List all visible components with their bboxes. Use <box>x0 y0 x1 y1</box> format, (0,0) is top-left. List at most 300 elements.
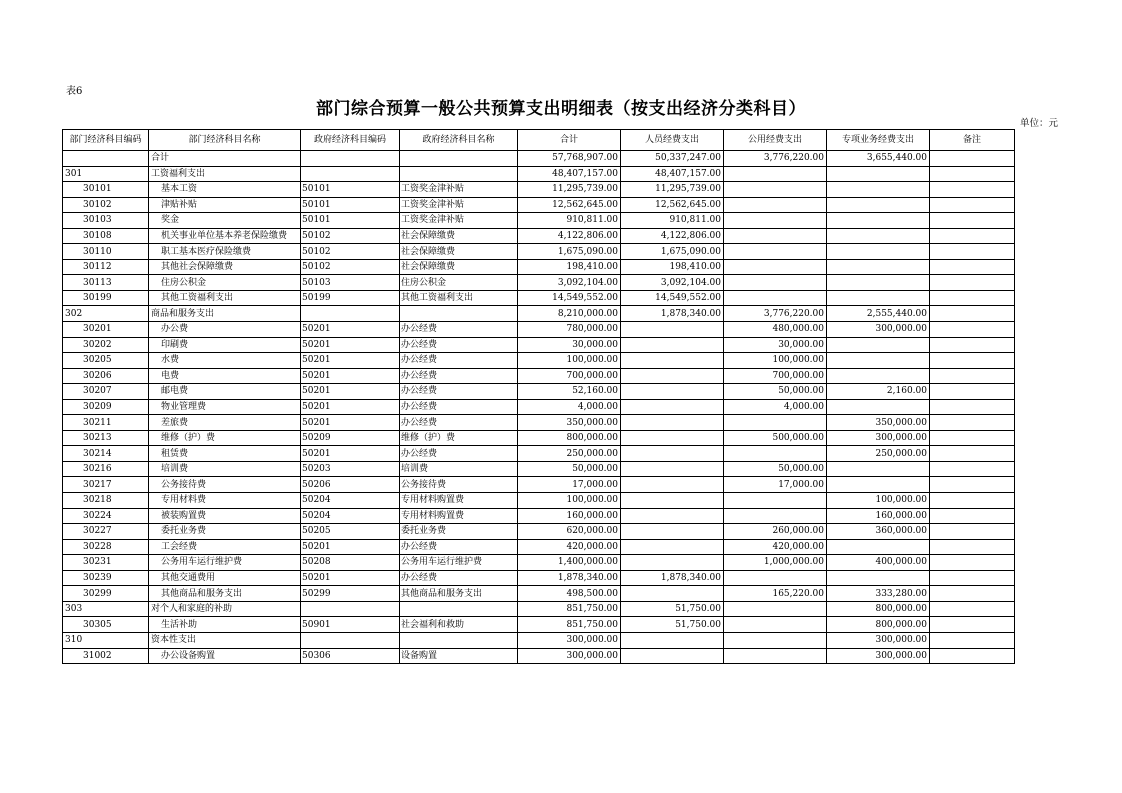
cell-personnel <box>621 508 724 524</box>
cell-public <box>724 601 827 617</box>
cell-total: 50,000.00 <box>518 461 621 477</box>
table-row <box>63 446 1015 462</box>
cell-dept-name: 办公费 <box>149 322 301 338</box>
cell-public <box>724 290 827 306</box>
header-dept-name: 部门经济科目名称 <box>149 130 301 151</box>
cell-special <box>827 570 930 586</box>
cell-dept-code: 30299 <box>63 586 149 602</box>
cell-special <box>827 461 930 477</box>
cell-gov-name: 社会保障缴费 <box>400 228 518 244</box>
expenditure-table <box>62 129 1015 664</box>
cell-gov-code <box>301 632 400 648</box>
cell-total: 11,295,739.00 <box>518 182 621 198</box>
table-row <box>63 415 1015 431</box>
cell-gov-code: 50102 <box>301 244 400 260</box>
cell-total: 1,400,000.00 <box>518 555 621 571</box>
cell-gov-code: 50199 <box>301 290 400 306</box>
cell-special <box>827 368 930 384</box>
cell-gov-code: 50201 <box>301 415 400 431</box>
table-row <box>63 601 1015 617</box>
table-row <box>63 322 1015 338</box>
cell-note <box>930 446 1015 462</box>
cell-personnel: 11,295,739.00 <box>621 182 724 198</box>
cell-total: 910,811.00 <box>518 213 621 229</box>
cell-note <box>930 524 1015 540</box>
cell-gov-name <box>400 151 518 167</box>
cell-dept-name: 资本性支出 <box>149 632 301 648</box>
cell-gov-code: 50201 <box>301 368 400 384</box>
cell-personnel: 48,407,157.00 <box>621 166 724 182</box>
table-row <box>63 384 1015 400</box>
cell-dept-code: 30216 <box>63 461 149 477</box>
cell-special: 2,555,440.00 <box>827 306 930 322</box>
cell-public <box>724 166 827 182</box>
table-number: 表6 <box>66 86 83 97</box>
cell-gov-code <box>301 601 400 617</box>
cell-gov-code: 50101 <box>301 182 400 198</box>
cell-gov-name: 办公经费 <box>400 384 518 400</box>
cell-personnel <box>621 446 724 462</box>
cell-public <box>724 213 827 229</box>
cell-note <box>930 306 1015 322</box>
cell-dept-name: 租赁费 <box>149 446 301 462</box>
cell-personnel: 12,562,645.00 <box>621 197 724 213</box>
cell-dept-name: 合计 <box>149 151 301 167</box>
cell-total: 4,000.00 <box>518 399 621 415</box>
cell-personnel <box>621 524 724 540</box>
cell-gov-code: 50208 <box>301 555 400 571</box>
cell-public: 100,000.00 <box>724 353 827 369</box>
cell-dept-code: 30227 <box>63 524 149 540</box>
cell-public: 3,776,220.00 <box>724 306 827 322</box>
cell-gov-name: 社会福利和救助 <box>400 617 518 633</box>
cell-personnel: 1,878,340.00 <box>621 306 724 322</box>
cell-public <box>724 415 827 431</box>
cell-dept-code: 30199 <box>63 290 149 306</box>
cell-gov-code: 50102 <box>301 259 400 275</box>
table-row <box>63 570 1015 586</box>
table-row <box>63 290 1015 306</box>
cell-gov-name: 专用材料购置费 <box>400 493 518 509</box>
cell-public <box>724 570 827 586</box>
cell-note <box>930 586 1015 602</box>
cell-special <box>827 477 930 493</box>
cell-special: 3,655,440.00 <box>827 151 930 167</box>
cell-dept-name: 专用材料费 <box>149 493 301 509</box>
table-row <box>63 368 1015 384</box>
cell-note <box>930 570 1015 586</box>
cell-dept-code: 303 <box>63 601 149 617</box>
cell-note <box>930 166 1015 182</box>
cell-public: 1,000,000.00 <box>724 555 827 571</box>
cell-special: 800,000.00 <box>827 617 930 633</box>
table-row <box>63 213 1015 229</box>
cell-gov-code: 50201 <box>301 570 400 586</box>
cell-total: 300,000.00 <box>518 632 621 648</box>
cell-note <box>930 368 1015 384</box>
cell-dept-code: 30228 <box>63 539 149 555</box>
cell-note <box>930 151 1015 167</box>
cell-total: 30,000.00 <box>518 337 621 353</box>
cell-gov-code: 50204 <box>301 508 400 524</box>
cell-dept-name: 其他商品和服务支出 <box>149 586 301 602</box>
cell-special <box>827 337 930 353</box>
cell-personnel: 1,878,340.00 <box>621 570 724 586</box>
cell-dept-code: 30214 <box>63 446 149 462</box>
cell-total: 420,000.00 <box>518 539 621 555</box>
cell-dept-name: 机关事业单位基本养老保险缴费 <box>149 228 301 244</box>
cell-dept-name: 办公设备购置 <box>149 648 301 664</box>
cell-gov-code: 50201 <box>301 384 400 400</box>
cell-public <box>724 197 827 213</box>
cell-public <box>724 228 827 244</box>
cell-total: 851,750.00 <box>518 601 621 617</box>
cell-public <box>724 259 827 275</box>
cell-note <box>930 632 1015 648</box>
cell-special: 350,000.00 <box>827 415 930 431</box>
cell-public <box>724 648 827 664</box>
cell-dept-name: 水费 <box>149 353 301 369</box>
cell-gov-name: 公务接待费 <box>400 477 518 493</box>
header-total: 合计 <box>518 130 621 151</box>
cell-public: 260,000.00 <box>724 524 827 540</box>
table-row <box>63 539 1015 555</box>
cell-dept-code: 30201 <box>63 322 149 338</box>
cell-dept-code: 30113 <box>63 275 149 291</box>
cell-personnel <box>621 632 724 648</box>
cell-total: 350,000.00 <box>518 415 621 431</box>
cell-gov-code: 50201 <box>301 337 400 353</box>
cell-total: 100,000.00 <box>518 493 621 509</box>
cell-personnel <box>621 399 724 415</box>
cell-special <box>827 244 930 260</box>
cell-total: 498,500.00 <box>518 586 621 602</box>
cell-total: 3,092,104.00 <box>518 275 621 291</box>
cell-dept-name: 其他交通费用 <box>149 570 301 586</box>
cell-special: 360,000.00 <box>827 524 930 540</box>
table-row <box>63 508 1015 524</box>
table-row <box>63 353 1015 369</box>
cell-gov-code: 50201 <box>301 539 400 555</box>
cell-gov-name: 其他商品和服务支出 <box>400 586 518 602</box>
cell-gov-name <box>400 632 518 648</box>
cell-personnel <box>621 368 724 384</box>
cell-gov-code: 50299 <box>301 586 400 602</box>
cell-total: 160,000.00 <box>518 508 621 524</box>
cell-total: 1,878,340.00 <box>518 570 621 586</box>
cell-dept-code: 302 <box>63 306 149 322</box>
table-row <box>63 337 1015 353</box>
cell-dept-code: 30207 <box>63 384 149 400</box>
cell-dept-code: 31002 <box>63 648 149 664</box>
cell-note <box>930 493 1015 509</box>
cell-personnel <box>621 555 724 571</box>
cell-personnel <box>621 353 724 369</box>
cell-note <box>930 461 1015 477</box>
cell-gov-name: 办公经费 <box>400 399 518 415</box>
cell-personnel <box>621 461 724 477</box>
cell-dept-code: 30202 <box>63 337 149 353</box>
cell-total: 14,549,552.00 <box>518 290 621 306</box>
table-row <box>63 477 1015 493</box>
cell-note <box>930 430 1015 446</box>
cell-public: 165,220.00 <box>724 586 827 602</box>
cell-personnel <box>621 648 724 664</box>
cell-dept-name: 津贴补贴 <box>149 197 301 213</box>
cell-personnel: 50,337,247.00 <box>621 151 724 167</box>
cell-gov-code: 50103 <box>301 275 400 291</box>
cell-dept-code: 30110 <box>63 244 149 260</box>
cell-gov-name: 办公经费 <box>400 337 518 353</box>
cell-special <box>827 353 930 369</box>
cell-note <box>930 539 1015 555</box>
cell-note <box>930 415 1015 431</box>
cell-public <box>724 182 827 198</box>
cell-special: 300,000.00 <box>827 648 930 664</box>
cell-public <box>724 446 827 462</box>
cell-total: 620,000.00 <box>518 524 621 540</box>
cell-total: 57,768,907.00 <box>518 151 621 167</box>
cell-gov-name <box>400 166 518 182</box>
cell-special <box>827 259 930 275</box>
cell-dept-code: 30103 <box>63 213 149 229</box>
header-note: 备注 <box>930 130 1015 151</box>
cell-gov-code: 50209 <box>301 430 400 446</box>
cell-dept-name: 工资福利支出 <box>149 166 301 182</box>
cell-public: 3,776,220.00 <box>724 151 827 167</box>
header-gov-code: 政府经济科目编码 <box>301 130 400 151</box>
cell-dept-name: 住房公积金 <box>149 275 301 291</box>
cell-public: 17,000.00 <box>724 477 827 493</box>
cell-personnel <box>621 322 724 338</box>
table-row <box>63 648 1015 664</box>
cell-special <box>827 275 930 291</box>
cell-dept-name: 生活补助 <box>149 617 301 633</box>
cell-gov-code <box>301 151 400 167</box>
cell-public <box>724 617 827 633</box>
cell-personnel <box>621 586 724 602</box>
table-row <box>63 430 1015 446</box>
cell-dept-code: 30305 <box>63 617 149 633</box>
cell-gov-name: 专用材料购置费 <box>400 508 518 524</box>
cell-personnel: 910,811.00 <box>621 213 724 229</box>
cell-dept-name: 公务用车运行维护费 <box>149 555 301 571</box>
cell-gov-name: 社会保障缴费 <box>400 259 518 275</box>
cell-total: 198,410.00 <box>518 259 621 275</box>
cell-public: 700,000.00 <box>724 368 827 384</box>
cell-special <box>827 197 930 213</box>
cell-dept-code <box>63 151 149 167</box>
cell-gov-name: 办公经费 <box>400 415 518 431</box>
cell-total: 851,750.00 <box>518 617 621 633</box>
cell-note <box>930 399 1015 415</box>
cell-personnel <box>621 337 724 353</box>
cell-dept-code: 30102 <box>63 197 149 213</box>
cell-gov-name <box>400 306 518 322</box>
cell-note <box>930 213 1015 229</box>
cell-note <box>930 617 1015 633</box>
cell-dept-code: 30211 <box>63 415 149 431</box>
cell-gov-name: 工资奖金津补贴 <box>400 197 518 213</box>
cell-public: 500,000.00 <box>724 430 827 446</box>
cell-special: 333,280.00 <box>827 586 930 602</box>
cell-total: 800,000.00 <box>518 430 621 446</box>
cell-public: 30,000.00 <box>724 337 827 353</box>
cell-public <box>724 508 827 524</box>
cell-gov-name <box>400 601 518 617</box>
unit-label: 单位：元 <box>1019 118 1058 129</box>
cell-special <box>827 182 930 198</box>
cell-personnel <box>621 477 724 493</box>
cell-gov-code: 50205 <box>301 524 400 540</box>
cell-total: 17,000.00 <box>518 477 621 493</box>
cell-special: 300,000.00 <box>827 632 930 648</box>
cell-total: 52,160.00 <box>518 384 621 400</box>
cell-total: 4,122,806.00 <box>518 228 621 244</box>
table-row <box>63 632 1015 648</box>
cell-dept-code: 30101 <box>63 182 149 198</box>
cell-gov-name: 住房公积金 <box>400 275 518 291</box>
cell-dept-code: 30218 <box>63 493 149 509</box>
cell-dept-name: 培训费 <box>149 461 301 477</box>
table-header-row <box>63 130 1015 151</box>
cell-gov-code: 50201 <box>301 446 400 462</box>
cell-personnel <box>621 539 724 555</box>
cell-dept-name: 对个人和家庭的补助 <box>149 601 301 617</box>
cell-total: 780,000.00 <box>518 322 621 338</box>
cell-special: 300,000.00 <box>827 322 930 338</box>
cell-dept-code: 30213 <box>63 430 149 446</box>
cell-personnel: 51,750.00 <box>621 601 724 617</box>
cell-note <box>930 477 1015 493</box>
cell-note <box>930 601 1015 617</box>
cell-special: 100,000.00 <box>827 493 930 509</box>
table-row <box>63 197 1015 213</box>
cell-gov-name: 其他工资福利支出 <box>400 290 518 306</box>
cell-personnel <box>621 384 724 400</box>
header-personnel: 人员经费支出 <box>621 130 724 151</box>
cell-dept-name: 商品和服务支出 <box>149 306 301 322</box>
cell-dept-name: 印刷费 <box>149 337 301 353</box>
cell-gov-name: 办公经费 <box>400 322 518 338</box>
cell-dept-code: 310 <box>63 632 149 648</box>
cell-public <box>724 632 827 648</box>
table-row <box>63 399 1015 415</box>
cell-gov-name: 设备购置 <box>400 648 518 664</box>
table-row <box>63 151 1015 167</box>
cell-gov-code: 50101 <box>301 213 400 229</box>
cell-note <box>930 244 1015 260</box>
cell-dept-name: 维修（护）费 <box>149 430 301 446</box>
cell-total: 12,562,645.00 <box>518 197 621 213</box>
cell-note <box>930 290 1015 306</box>
table-row <box>63 182 1015 198</box>
table-row <box>63 524 1015 540</box>
table-row <box>63 166 1015 182</box>
cell-personnel <box>621 415 724 431</box>
cell-special <box>827 399 930 415</box>
cell-dept-name: 其他社会保障缴费 <box>149 259 301 275</box>
header-dept-code: 部门经济科目编码 <box>63 130 149 151</box>
cell-gov-name: 办公经费 <box>400 353 518 369</box>
cell-dept-name: 电费 <box>149 368 301 384</box>
cell-gov-name: 培训费 <box>400 461 518 477</box>
cell-note <box>930 384 1015 400</box>
cell-dept-code: 30205 <box>63 353 149 369</box>
cell-gov-name: 工资奖金津补贴 <box>400 182 518 198</box>
cell-dept-code: 30209 <box>63 399 149 415</box>
cell-gov-code: 50204 <box>301 493 400 509</box>
cell-dept-code: 30239 <box>63 570 149 586</box>
cell-note <box>930 648 1015 664</box>
cell-personnel: 198,410.00 <box>621 259 724 275</box>
table-row <box>63 306 1015 322</box>
cell-personnel: 51,750.00 <box>621 617 724 633</box>
cell-gov-code: 50203 <box>301 461 400 477</box>
cell-total: 1,675,090.00 <box>518 244 621 260</box>
table-row <box>63 493 1015 509</box>
cell-dept-name: 公务接待费 <box>149 477 301 493</box>
cell-dept-name: 奖金 <box>149 213 301 229</box>
cell-personnel: 4,122,806.00 <box>621 228 724 244</box>
cell-dept-name: 其他工资福利支出 <box>149 290 301 306</box>
cell-personnel: 1,675,090.00 <box>621 244 724 260</box>
table-row <box>63 555 1015 571</box>
cell-personnel <box>621 430 724 446</box>
cell-total: 250,000.00 <box>518 446 621 462</box>
cell-public: 50,000.00 <box>724 384 827 400</box>
cell-dept-name: 基本工资 <box>149 182 301 198</box>
cell-note <box>930 322 1015 338</box>
cell-note <box>930 197 1015 213</box>
cell-gov-name: 工资奖金津补贴 <box>400 213 518 229</box>
table-row <box>63 275 1015 291</box>
cell-dept-name: 职工基本医疗保险缴费 <box>149 244 301 260</box>
cell-gov-code: 50101 <box>301 197 400 213</box>
cell-gov-name: 办公经费 <box>400 446 518 462</box>
cell-dept-name: 被装购置费 <box>149 508 301 524</box>
cell-note <box>930 228 1015 244</box>
cell-gov-code: 50901 <box>301 617 400 633</box>
cell-total: 300,000.00 <box>518 648 621 664</box>
cell-dept-name: 工会经费 <box>149 539 301 555</box>
table-row <box>63 617 1015 633</box>
cell-special: 800,000.00 <box>827 601 930 617</box>
cell-dept-name: 邮电费 <box>149 384 301 400</box>
cell-gov-name: 维修（护）费 <box>400 430 518 446</box>
cell-gov-name: 办公经费 <box>400 368 518 384</box>
page-title: 部门综合预算一般公共预算支出明细表（按支出经济分类科目） <box>316 99 806 119</box>
cell-dept-code: 30112 <box>63 259 149 275</box>
cell-dept-name: 差旅费 <box>149 415 301 431</box>
header-gov-name: 政府经济科目名称 <box>400 130 518 151</box>
cell-special: 400,000.00 <box>827 555 930 571</box>
cell-dept-name: 委托业务费 <box>149 524 301 540</box>
cell-special: 250,000.00 <box>827 446 930 462</box>
cell-gov-code: 50102 <box>301 228 400 244</box>
header-public: 公用经费支出 <box>724 130 827 151</box>
cell-gov-code <box>301 306 400 322</box>
table-row <box>63 461 1015 477</box>
cell-dept-name: 物业管理费 <box>149 399 301 415</box>
cell-gov-code: 50206 <box>301 477 400 493</box>
cell-note <box>930 555 1015 571</box>
cell-public: 420,000.00 <box>724 539 827 555</box>
cell-gov-name: 社会保障缴费 <box>400 244 518 260</box>
cell-gov-code: 50201 <box>301 322 400 338</box>
cell-total: 700,000.00 <box>518 368 621 384</box>
cell-dept-code: 30217 <box>63 477 149 493</box>
